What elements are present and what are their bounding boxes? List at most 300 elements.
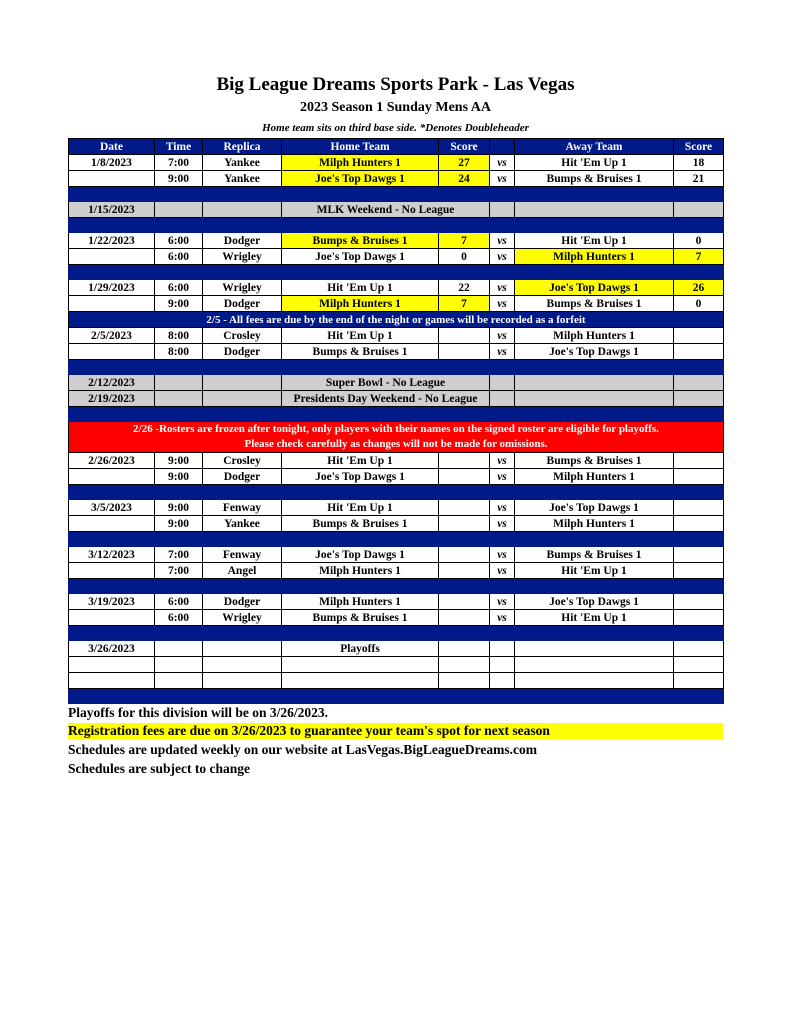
roster-alert-row xyxy=(69,422,724,453)
vs-cell: vs xyxy=(490,453,515,469)
game-row xyxy=(69,516,724,532)
separator-cell xyxy=(674,187,724,202)
away-team-cell: Hit 'Em Up 1 xyxy=(515,610,674,626)
separator-cell xyxy=(674,532,724,547)
vs-cell: vs xyxy=(490,171,515,187)
away-score-cell xyxy=(674,453,724,469)
away-score-cell: 21 xyxy=(674,171,724,187)
home-score-cell xyxy=(439,500,490,516)
game-row xyxy=(69,673,724,689)
separator-cell xyxy=(674,579,724,594)
separator-cell xyxy=(203,360,282,375)
replica-cell: Wrigley xyxy=(203,610,282,626)
separator-cell xyxy=(439,218,490,233)
time-cell: 9:00 xyxy=(155,171,203,187)
home-team-cell xyxy=(282,673,439,689)
separator-cell xyxy=(203,579,282,594)
separator-cell xyxy=(490,689,515,704)
date-cell: 2/12/2023 xyxy=(69,375,155,391)
separator-row xyxy=(69,407,724,422)
separator-row xyxy=(69,218,724,233)
replica-cell: Dodger xyxy=(203,469,282,485)
vs-cell: vs xyxy=(490,500,515,516)
col-header-away-score: Score xyxy=(674,139,724,155)
separator-cell xyxy=(490,626,515,641)
separator-cell xyxy=(282,218,439,233)
game-row xyxy=(69,657,724,673)
separator-cell xyxy=(515,689,674,704)
time-cell: 6:00 xyxy=(155,249,203,265)
away-team-cell: Milph Hunters 1 xyxy=(515,328,674,344)
separator-cell xyxy=(515,187,674,202)
away-score-cell xyxy=(674,547,724,563)
game-row xyxy=(69,344,724,360)
separator-cell xyxy=(490,360,515,375)
home-score-cell xyxy=(439,328,490,344)
date-cell xyxy=(69,516,155,532)
time-cell: 9:00 xyxy=(155,453,203,469)
away-team-cell: Joe's Top Dawgs 1 xyxy=(515,594,674,610)
separator-cell xyxy=(282,360,439,375)
home-score-cell xyxy=(439,344,490,360)
time-cell: 8:00 xyxy=(155,328,203,344)
schedule-table xyxy=(68,138,724,704)
separator-cell xyxy=(490,532,515,547)
home-team-cell: Hit 'Em Up 1 xyxy=(282,328,439,344)
separator-cell xyxy=(155,532,203,547)
separator-cell xyxy=(155,626,203,641)
replica-cell: Crosley xyxy=(203,453,282,469)
separator-cell xyxy=(203,532,282,547)
header-row xyxy=(69,139,724,155)
date-cell: 3/26/2023 xyxy=(69,641,155,657)
separator-row xyxy=(69,485,724,500)
date-cell xyxy=(69,296,155,312)
home-team-cell: Milph Hunters 1 xyxy=(282,155,439,171)
home-score-cell: 22 xyxy=(439,280,490,296)
separator-cell xyxy=(439,485,490,500)
date-cell xyxy=(69,171,155,187)
date-cell xyxy=(69,563,155,579)
home-team-cell: Joe's Top Dawgs 1 xyxy=(282,249,439,265)
separator-row xyxy=(69,579,724,594)
separator-row xyxy=(69,689,724,704)
home-score-cell xyxy=(439,453,490,469)
footer-website-note: Schedules are updated weekly on our website at LasVegas.BigLeagueDreams.com xyxy=(68,742,538,757)
away-score-cell: 0 xyxy=(674,233,724,249)
game-row xyxy=(69,500,724,516)
footer-playoffs-note: Playoffs for this division will be on 3/26/2023. xyxy=(68,705,329,720)
separator-cell xyxy=(490,485,515,500)
roster-alert-line-2: Please check carefully as changes will not be made for omissions. xyxy=(244,438,548,450)
away-team-cell xyxy=(515,641,674,657)
replica-cell: Wrigley xyxy=(203,280,282,296)
separator-cell xyxy=(515,485,674,500)
away-score-cell xyxy=(674,344,724,360)
date-cell: 1/15/2023 xyxy=(69,202,155,218)
fees-notice-row xyxy=(69,312,724,328)
vs-cell: vs xyxy=(490,563,515,579)
separator-cell xyxy=(439,532,490,547)
separator-cell xyxy=(155,689,203,704)
replica-cell: Yankee xyxy=(203,171,282,187)
away-team-cell: Joe's Top Dawgs 1 xyxy=(515,280,674,296)
separator-cell xyxy=(282,579,439,594)
vs-cell: vs xyxy=(490,280,515,296)
separator-cell xyxy=(282,626,439,641)
time-cell: 6:00 xyxy=(155,233,203,249)
game-row xyxy=(69,296,724,312)
home-team-cell: Hit 'Em Up 1 xyxy=(282,280,439,296)
vs-cell: vs xyxy=(490,469,515,485)
away-score-cell xyxy=(674,469,724,485)
roster-alert-cell xyxy=(69,422,724,453)
home-team-cell: Bumps & Bruises 1 xyxy=(282,610,439,626)
separator-cell xyxy=(674,407,724,422)
home-score-cell: 7 xyxy=(439,296,490,312)
vs-cell: vs xyxy=(490,155,515,171)
no-league-text: Super Bowl - No League xyxy=(282,375,490,391)
no-league-text: Presidents Day Weekend - No League xyxy=(282,391,490,407)
replica-cell: Crosley xyxy=(203,328,282,344)
separator-cell xyxy=(674,265,724,280)
home-score-cell: 0 xyxy=(439,249,490,265)
date-cell: 1/22/2023 xyxy=(69,233,155,249)
replica-cell xyxy=(203,391,282,407)
home-score-cell xyxy=(439,563,490,579)
separator-cell xyxy=(155,218,203,233)
away-team-cell: Bumps & Bruises 1 xyxy=(515,296,674,312)
separator-cell xyxy=(282,485,439,500)
away-team-cell xyxy=(515,657,674,673)
date-cell xyxy=(69,249,155,265)
separator-cell xyxy=(203,265,282,280)
game-row xyxy=(69,280,724,296)
home-team-cell: Milph Hunters 1 xyxy=(282,594,439,610)
vs-cell xyxy=(490,673,515,689)
replica-cell xyxy=(203,673,282,689)
separator-cell xyxy=(674,689,724,704)
home-team-cell: Milph Hunters 1 xyxy=(282,296,439,312)
separator-row xyxy=(69,532,724,547)
separator-row xyxy=(69,626,724,641)
separator-cell xyxy=(69,485,155,500)
home-score-cell xyxy=(439,610,490,626)
separator-cell xyxy=(515,360,674,375)
footer-registration-note: Registration fees are due on 3/26/2023 to guarantee your team's spot for next season xyxy=(68,723,723,739)
date-cell xyxy=(69,657,155,673)
col-header-date: Date xyxy=(69,139,155,155)
separator-cell xyxy=(155,360,203,375)
game-row xyxy=(69,249,724,265)
schedule-note: Home team sits on third base side. *Denotes Doubleheader xyxy=(262,122,529,134)
separator-cell xyxy=(69,218,155,233)
col-header-home-score: Score xyxy=(439,139,490,155)
date-cell xyxy=(69,344,155,360)
game-row xyxy=(69,547,724,563)
time-cell: 6:00 xyxy=(155,610,203,626)
date-cell: 1/8/2023 xyxy=(69,155,155,171)
separator-row xyxy=(69,265,724,280)
separator-cell xyxy=(203,485,282,500)
away-score-cell xyxy=(674,563,724,579)
separator-cell xyxy=(69,626,155,641)
home-team-cell: Joe's Top Dawgs 1 xyxy=(282,469,439,485)
date-cell xyxy=(69,673,155,689)
separator-cell xyxy=(203,187,282,202)
away-score-cell: 18 xyxy=(674,155,724,171)
game-row xyxy=(69,610,724,626)
game-row xyxy=(69,469,724,485)
separator-cell xyxy=(515,218,674,233)
time-cell xyxy=(155,391,203,407)
separator-cell xyxy=(155,579,203,594)
away-score-cell xyxy=(674,328,724,344)
away-score-cell xyxy=(674,657,724,673)
away-team-cell xyxy=(515,391,674,407)
away-team-cell: Milph Hunters 1 xyxy=(515,249,674,265)
away-score-cell xyxy=(674,594,724,610)
home-team-cell: Bumps & Bruises 1 xyxy=(282,233,439,249)
separator-cell xyxy=(69,187,155,202)
time-cell: 6:00 xyxy=(155,594,203,610)
away-score-cell xyxy=(674,673,724,689)
vs-cell: vs xyxy=(490,594,515,610)
time-cell xyxy=(155,641,203,657)
home-team-cell: Joe's Top Dawgs 1 xyxy=(282,547,439,563)
away-score-cell xyxy=(674,391,724,407)
separator-cell xyxy=(439,187,490,202)
separator-cell xyxy=(282,265,439,280)
time-cell xyxy=(155,375,203,391)
away-team-cell: Bumps & Bruises 1 xyxy=(515,453,674,469)
time-cell xyxy=(155,673,203,689)
vs-cell: vs xyxy=(490,547,515,563)
replica-cell: Angel xyxy=(203,563,282,579)
separator-cell xyxy=(69,265,155,280)
home-score-cell xyxy=(439,516,490,532)
separator-cell xyxy=(69,360,155,375)
game-row xyxy=(69,171,724,187)
away-score-cell xyxy=(674,610,724,626)
away-team-cell: Hit 'Em Up 1 xyxy=(515,563,674,579)
replica-cell: Wrigley xyxy=(203,249,282,265)
time-cell: 7:00 xyxy=(155,547,203,563)
home-score-cell xyxy=(439,657,490,673)
time-cell: 9:00 xyxy=(155,296,203,312)
away-team-cell: Joe's Top Dawgs 1 xyxy=(515,344,674,360)
separator-cell xyxy=(515,626,674,641)
home-score-cell xyxy=(439,673,490,689)
away-team-cell xyxy=(515,375,674,391)
separator-cell xyxy=(490,265,515,280)
separator-cell xyxy=(282,689,439,704)
home-team-cell: Bumps & Bruises 1 xyxy=(282,516,439,532)
separator-cell xyxy=(490,407,515,422)
vs-cell xyxy=(490,391,515,407)
away-team-cell: Milph Hunters 1 xyxy=(515,469,674,485)
home-team-cell: Playoffs xyxy=(282,641,439,657)
time-cell: 9:00 xyxy=(155,500,203,516)
separator-cell xyxy=(155,485,203,500)
separator-cell xyxy=(515,579,674,594)
separator-cell xyxy=(155,187,203,202)
no-league-row xyxy=(69,202,724,218)
separator-cell xyxy=(439,360,490,375)
separator-cell xyxy=(69,689,155,704)
home-score-cell xyxy=(439,594,490,610)
separator-cell xyxy=(69,579,155,594)
replica-cell xyxy=(203,202,282,218)
date-cell: 2/19/2023 xyxy=(69,391,155,407)
date-cell: 2/26/2023 xyxy=(69,453,155,469)
vs-cell: vs xyxy=(490,344,515,360)
footer-change-note: Schedules are subject to change xyxy=(68,761,250,776)
separator-cell xyxy=(490,218,515,233)
home-team-cell: Hit 'Em Up 1 xyxy=(282,453,439,469)
time-cell: 7:00 xyxy=(155,155,203,171)
separator-cell xyxy=(674,218,724,233)
vs-cell: vs xyxy=(490,516,515,532)
separator-cell xyxy=(515,407,674,422)
time-cell xyxy=(155,657,203,673)
replica-cell: Dodger xyxy=(203,233,282,249)
away-team-cell: Bumps & Bruises 1 xyxy=(515,171,674,187)
away-team-cell: Hit 'Em Up 1 xyxy=(515,233,674,249)
vs-cell xyxy=(490,641,515,657)
home-score-cell xyxy=(439,547,490,563)
game-row xyxy=(69,328,724,344)
separator-cell xyxy=(203,689,282,704)
separator-cell xyxy=(674,626,724,641)
vs-cell xyxy=(490,375,515,391)
col-header-away-team: Away Team xyxy=(515,139,674,155)
col-header-replica: Replica xyxy=(203,139,282,155)
away-team-cell: Milph Hunters 1 xyxy=(515,516,674,532)
separator-cell xyxy=(203,626,282,641)
separator-row xyxy=(69,360,724,375)
game-row xyxy=(69,641,724,657)
home-team-cell: Bumps & Bruises 1 xyxy=(282,344,439,360)
no-league-text: MLK Weekend - No League xyxy=(282,202,490,218)
away-score-cell: 7 xyxy=(674,249,724,265)
replica-cell xyxy=(203,657,282,673)
away-team-cell xyxy=(515,673,674,689)
away-score-cell xyxy=(674,641,724,657)
away-score-cell: 0 xyxy=(674,296,724,312)
separator-row xyxy=(69,187,724,202)
page-subtitle: 2023 Season 1 Sunday Mens AA xyxy=(300,100,491,115)
away-score-cell xyxy=(674,375,724,391)
separator-cell xyxy=(439,579,490,594)
home-score-cell xyxy=(439,641,490,657)
separator-cell xyxy=(155,407,203,422)
game-row xyxy=(69,453,724,469)
vs-cell xyxy=(490,657,515,673)
date-cell xyxy=(69,610,155,626)
fees-notice-text: 2/5 - All fees are due by the end of the night or games will be recorded as a forfeit xyxy=(69,312,724,328)
separator-cell xyxy=(515,265,674,280)
game-row xyxy=(69,233,724,249)
replica-cell: Dodger xyxy=(203,594,282,610)
date-cell: 3/5/2023 xyxy=(69,500,155,516)
replica-cell: Dodger xyxy=(203,296,282,312)
separator-cell xyxy=(490,579,515,594)
col-header-time: Time xyxy=(155,139,203,155)
replica-cell xyxy=(203,641,282,657)
vs-cell: vs xyxy=(490,249,515,265)
separator-cell xyxy=(155,265,203,280)
separator-cell xyxy=(282,532,439,547)
home-score-cell: 24 xyxy=(439,171,490,187)
separator-cell xyxy=(203,407,282,422)
separator-cell xyxy=(490,187,515,202)
home-team-cell: Hit 'Em Up 1 xyxy=(282,500,439,516)
col-header-vs xyxy=(490,139,515,155)
home-score-cell: 7 xyxy=(439,233,490,249)
vs-cell xyxy=(490,202,515,218)
separator-cell xyxy=(439,689,490,704)
separator-cell xyxy=(439,626,490,641)
separator-cell xyxy=(282,407,439,422)
time-cell: 9:00 xyxy=(155,469,203,485)
separator-cell xyxy=(282,187,439,202)
time-cell: 8:00 xyxy=(155,344,203,360)
home-score-cell: 27 xyxy=(439,155,490,171)
away-score-cell xyxy=(674,202,724,218)
home-score-cell xyxy=(439,469,490,485)
no-league-row xyxy=(69,391,724,407)
away-score-cell xyxy=(674,500,724,516)
away-score-cell: 26 xyxy=(674,280,724,296)
date-cell: 3/12/2023 xyxy=(69,547,155,563)
col-header-home-team: Home Team xyxy=(282,139,439,155)
schedule-body xyxy=(69,155,724,704)
replica-cell: Fenway xyxy=(203,547,282,563)
away-score-cell xyxy=(674,516,724,532)
away-team-cell xyxy=(515,202,674,218)
replica-cell: Yankee xyxy=(203,155,282,171)
vs-cell: vs xyxy=(490,328,515,344)
home-team-cell: Milph Hunters 1 xyxy=(282,563,439,579)
separator-cell xyxy=(674,485,724,500)
separator-cell xyxy=(203,218,282,233)
game-row xyxy=(69,155,724,171)
separator-cell xyxy=(69,407,155,422)
vs-cell: vs xyxy=(490,233,515,249)
date-cell: 2/5/2023 xyxy=(69,328,155,344)
date-cell: 3/19/2023 xyxy=(69,594,155,610)
away-team-cell: Bumps & Bruises 1 xyxy=(515,547,674,563)
separator-cell xyxy=(439,407,490,422)
date-cell xyxy=(69,469,155,485)
separator-cell xyxy=(674,360,724,375)
roster-alert-line-1: 2/26 -Rosters are frozen after tonight, only players with their names on the signed roster are eligible for playoffs. xyxy=(133,423,659,435)
home-team-cell: Joe's Top Dawgs 1 xyxy=(282,171,439,187)
game-row xyxy=(69,594,724,610)
date-cell: 1/29/2023 xyxy=(69,280,155,296)
replica-cell: Fenway xyxy=(203,500,282,516)
home-team-cell xyxy=(282,657,439,673)
separator-cell xyxy=(69,532,155,547)
replica-cell: Dodger xyxy=(203,344,282,360)
time-cell: 9:00 xyxy=(155,516,203,532)
away-team-cell: Joe's Top Dawgs 1 xyxy=(515,500,674,516)
away-team-cell: Hit 'Em Up 1 xyxy=(515,155,674,171)
separator-cell xyxy=(439,265,490,280)
replica-cell xyxy=(203,375,282,391)
vs-cell: vs xyxy=(490,296,515,312)
